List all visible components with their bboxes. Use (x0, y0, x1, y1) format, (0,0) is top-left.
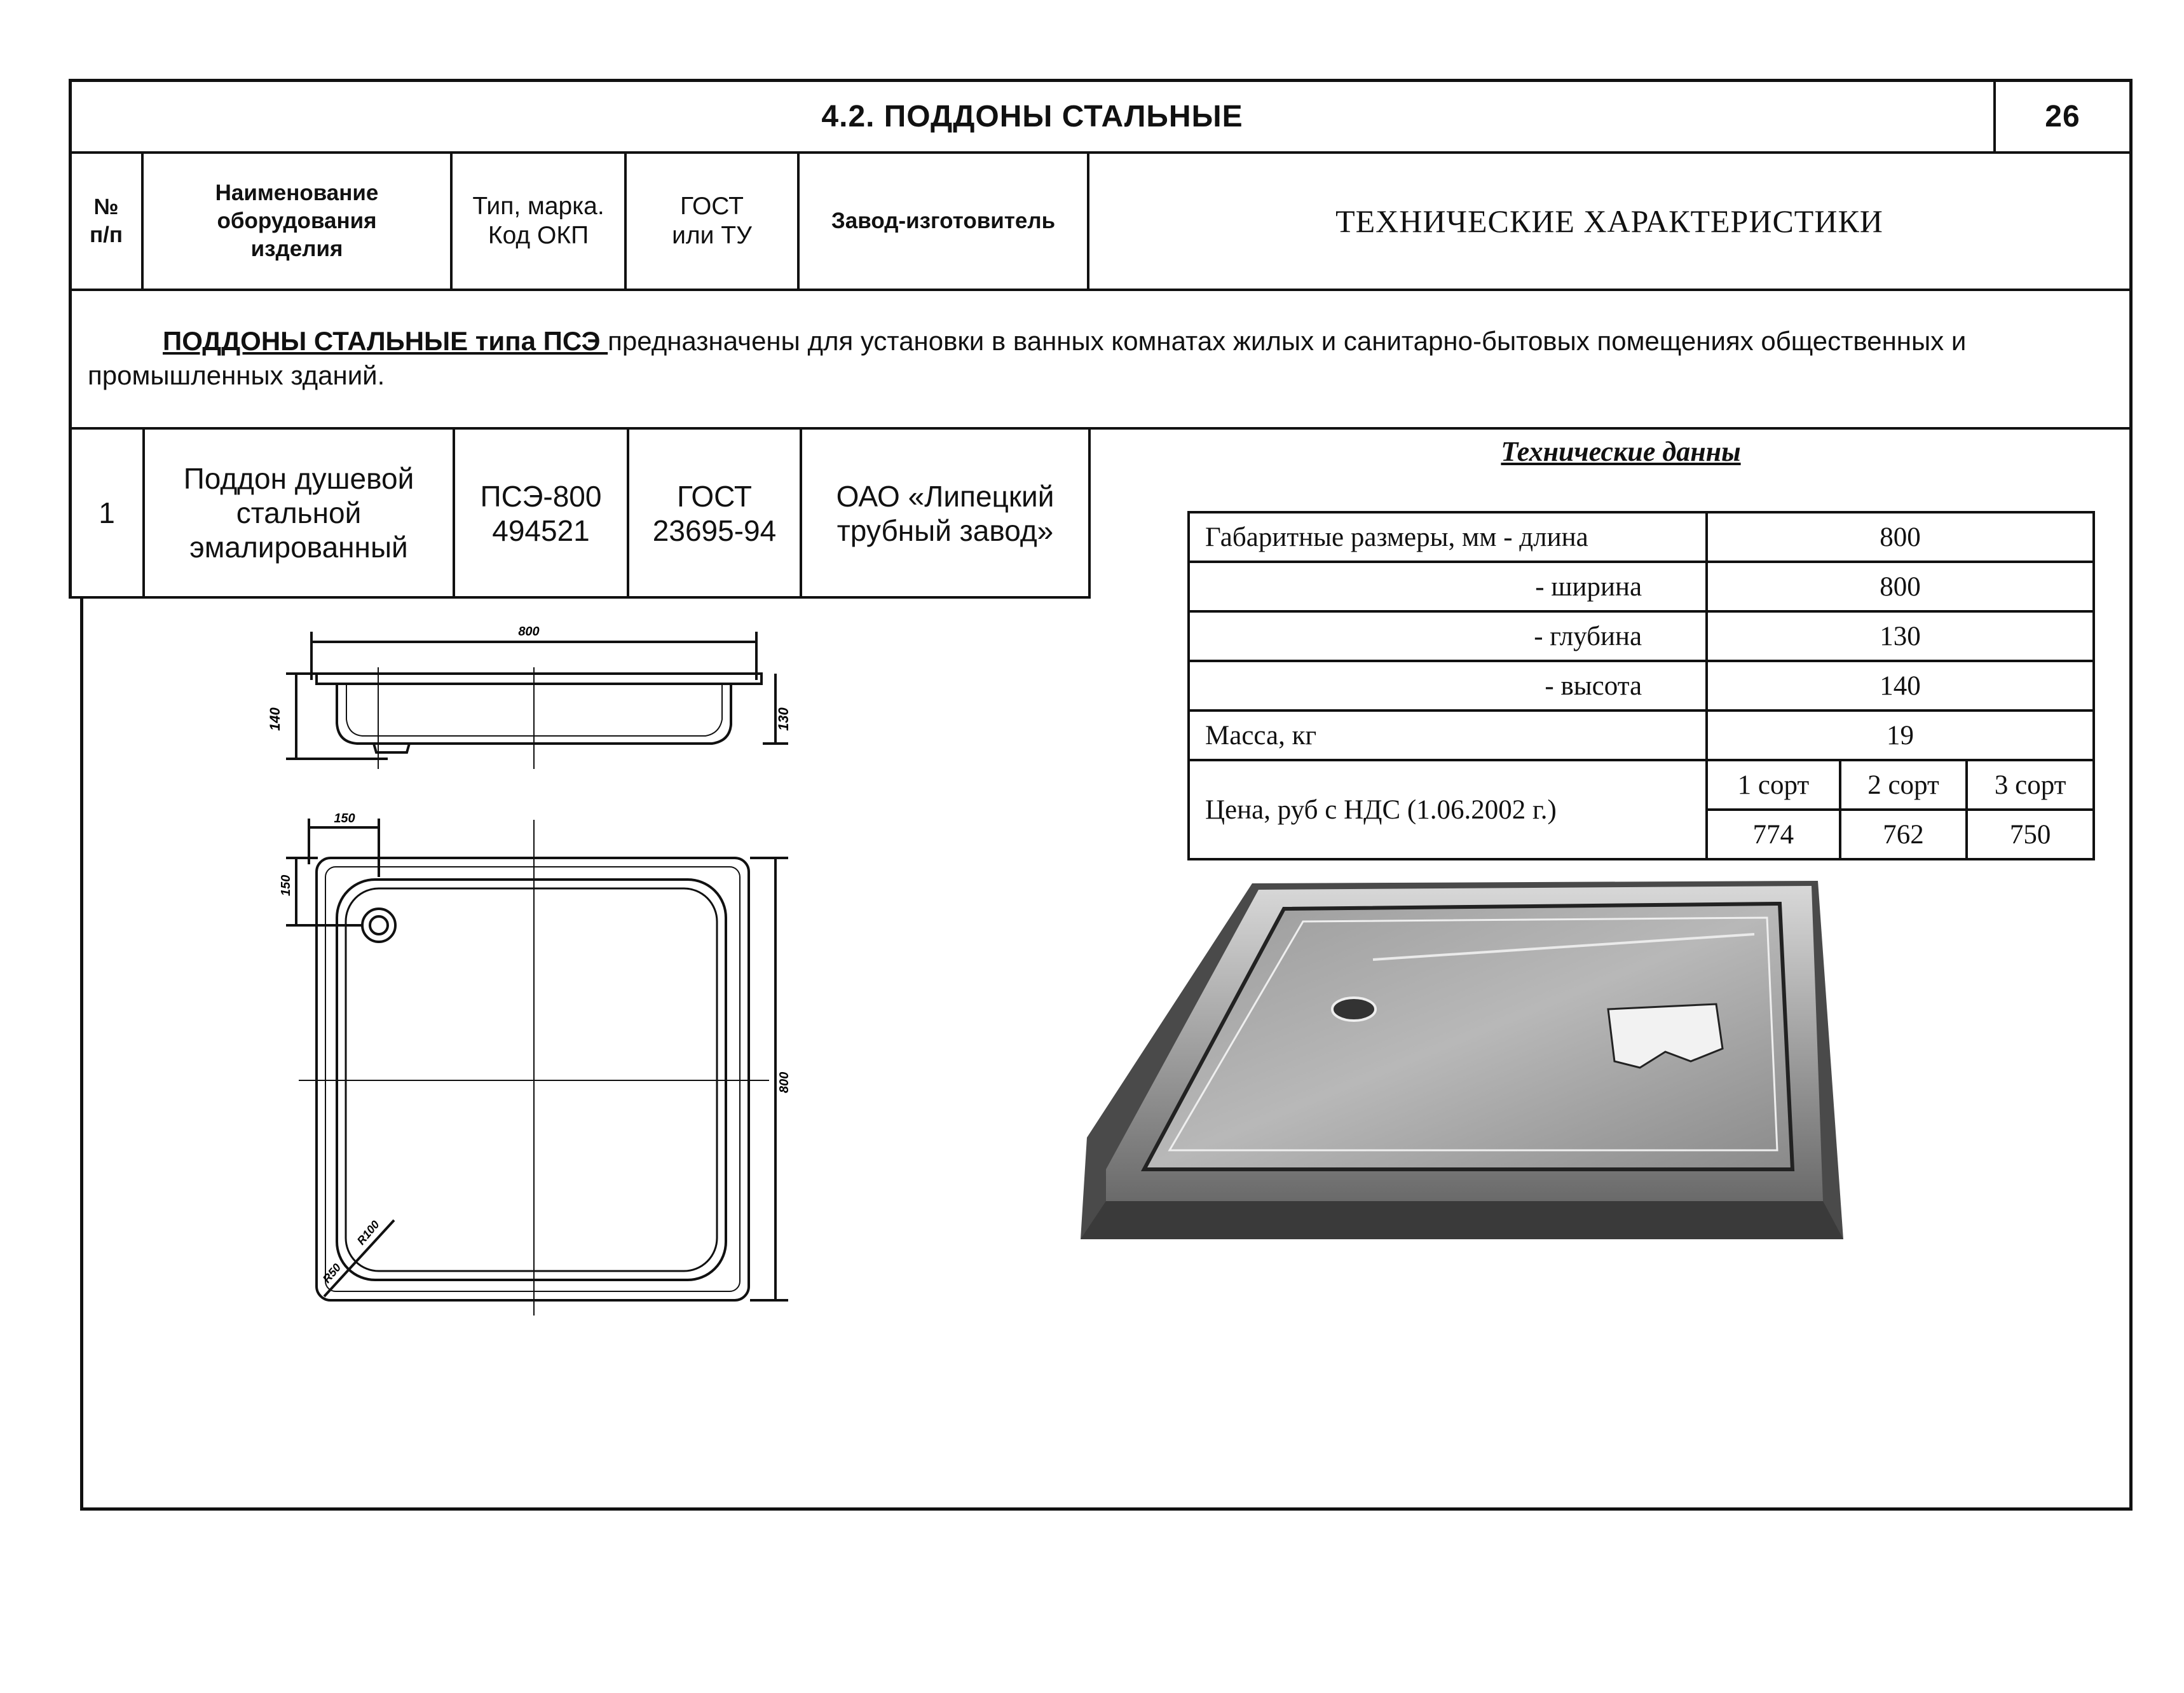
spec-label: - высота (1189, 661, 1707, 711)
col-header-type-line2: Код ОКП (488, 222, 589, 249)
spec-row (1189, 512, 2094, 562)
row-div-5 (1088, 428, 1091, 597)
spec-label: - глубина (1189, 611, 1707, 661)
dim-offset-y-label: 150 (279, 874, 293, 896)
col-header-gost-line1: ГОСТ (680, 193, 744, 220)
col-header-name-line2: оборудования (217, 208, 377, 233)
side-view-drawing (267, 610, 814, 775)
col-header-name (144, 154, 450, 289)
col-header-num-line1: № (93, 194, 119, 219)
item-num: 1 (99, 496, 115, 529)
col-header-num-line2: п/п (89, 222, 123, 247)
grade-3: 3 сорт (1967, 760, 2094, 810)
dim-height-label: 140 (267, 707, 283, 731)
col-header-name-line3: изделия (250, 236, 343, 261)
grade-1: 1 сорт (1707, 760, 1840, 810)
row-bottom (69, 596, 1091, 599)
dim-length-label: 800 (518, 625, 540, 639)
item-name (145, 430, 453, 596)
item-name-line3: эмалированный (189, 531, 408, 564)
top-view-drawing (267, 801, 801, 1322)
header-bottom (69, 289, 2131, 291)
col-header-gost-line2: или ТУ (672, 222, 752, 249)
col-header-num (71, 154, 141, 289)
item-type (455, 430, 627, 596)
price-3: 750 (1967, 810, 2094, 859)
item-type-line2: 494521 (492, 514, 590, 547)
item-type-line1: ПСЭ-800 (480, 480, 602, 513)
frame-right (2129, 79, 2133, 1510)
frame-left-lower (80, 597, 83, 1510)
spec-row (1189, 611, 2094, 661)
price-grade-row (1189, 760, 2094, 810)
spec-row (1189, 711, 2094, 760)
col-header-tech: ТЕХНИЧЕСКИЕ ХАРАКТЕРИСТИКИ (1335, 203, 1883, 239)
item-gost (629, 430, 800, 596)
grade-2: 2 сорт (1840, 760, 1967, 810)
item-gost-line1: ГОСТ (677, 480, 752, 513)
intro-lead: ПОДДОНЫ СТАЛЬНЫЕ типа ПСЭ (163, 326, 608, 356)
spec-label: Габаритные размеры, мм - длина (1189, 512, 1707, 562)
item-maker-line1: ОАО «Липецкий (836, 480, 1054, 513)
spec-label: Масса, кг (1189, 711, 1707, 760)
dim-side-label: 800 (777, 1071, 791, 1093)
col-header-type-line1: Тип, марка. (472, 193, 604, 220)
spec-row (1189, 661, 2094, 711)
specs-table (1187, 511, 2095, 860)
section-title: 4.2. ПОДДОНЫ СТАЛЬНЫЕ (821, 99, 1243, 133)
spec-label: - ширина (1189, 562, 1707, 611)
col-header-maker: Завод-изготовитель (831, 208, 1056, 233)
spec-value: 19 (1707, 711, 2094, 760)
page-number: 26 (2045, 99, 2080, 133)
item-maker (802, 430, 1088, 596)
spec-value: 800 (1707, 562, 2094, 611)
radius-small-label: R50 (320, 1261, 344, 1286)
intro-text: предназначены для установки в ванных комнатах жилых и санитарно-бытовых помещениях общественных и промышленных зданий. (88, 326, 1967, 390)
spec-row (1189, 562, 2094, 611)
item-gost-line2: 23695-94 (652, 514, 777, 547)
col-header-type (453, 154, 624, 289)
dim-depth-label: 130 (775, 707, 791, 731)
dim-offset-x-label: 150 (334, 812, 355, 826)
spec-value: 800 (1707, 512, 2094, 562)
item-name-line1: Поддон душевой (183, 462, 414, 495)
col-header-name-line1: Наименование (215, 180, 379, 205)
col-header-gost (627, 154, 797, 289)
item-maker-line2: трубный завод» (836, 514, 1054, 547)
price-1: 774 (1707, 810, 1840, 859)
price-2: 762 (1840, 810, 1967, 859)
frame-bottom (80, 1507, 2133, 1511)
item-name-line2: стальной (236, 496, 362, 529)
radius-large-label: R100 (354, 1218, 382, 1248)
shower-tray-photo (1081, 871, 1856, 1252)
spec-value: 130 (1707, 611, 2094, 661)
specs-title: Технические данны (1501, 435, 1741, 467)
spec-value: 140 (1707, 661, 2094, 711)
intro-paragraph (88, 324, 2109, 393)
price-label: Цена, руб с НДС (1.06.2002 г.) (1189, 760, 1707, 859)
